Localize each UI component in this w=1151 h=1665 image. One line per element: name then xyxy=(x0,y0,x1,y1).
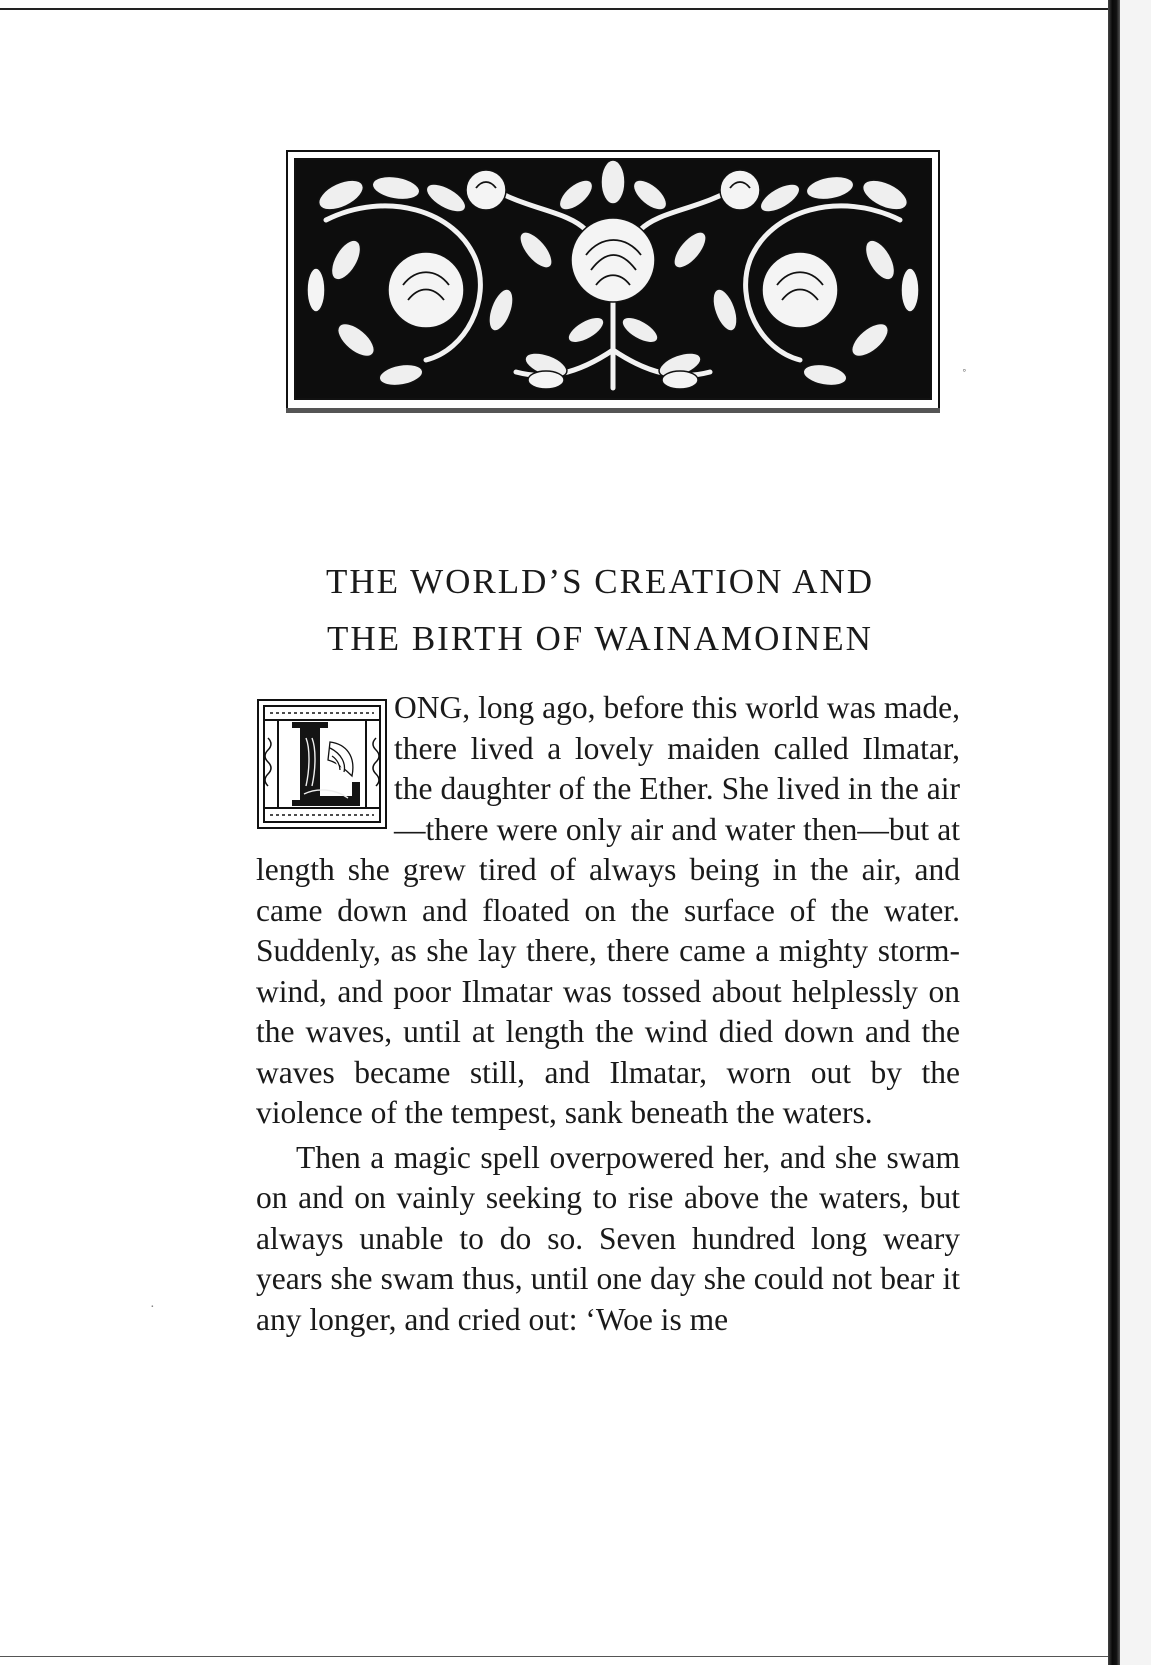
bottom-rule xyxy=(0,1656,1112,1657)
chapter-body xyxy=(256,688,960,1340)
chapter-title-line-1: THE WORLD’S CREATION AND xyxy=(325,562,875,601)
floral-headpiece-icon xyxy=(286,150,940,414)
page-edge xyxy=(1120,0,1151,1665)
paper-speck: · xyxy=(150,1300,155,1315)
chapter-title xyxy=(240,553,960,667)
paragraph-1 xyxy=(256,688,960,1134)
book-spine-shadow xyxy=(1108,0,1120,1665)
top-rule xyxy=(0,8,1112,10)
paragraph-1-text: ONG, long ago, before this world was made, there lived a lovely maiden called Ilmatar, the daughter of the Ether. She lived in the air—there were only air and water then—but at length she grew tired of always being in the air, and came down and floated on the surface of the water. Suddenly, as she lay there, there came a mighty storm-wind, and poor Ilmatar was tossed about helplessly on the waves, until at length the wind died down and the waves became still, and Ilmatar, worn out by the violence of the tempest, sank beneath the waters. xyxy=(256,690,960,1130)
paper-speck: ˚ xyxy=(962,368,967,383)
chapter-title-line-2: THE BIRTH OF WAINAMOINEN xyxy=(327,619,873,658)
drop-cap-spacer xyxy=(256,688,394,846)
paragraph-2: Then a magic spell overpowered her, and she swam on and on vainly seeking to rise above the waters, but always unable to do so. Seven hundred long weary years she swam thus, until one day she could not bear it any longer, and cried out: ‘Woe is me xyxy=(256,1139,960,1337)
